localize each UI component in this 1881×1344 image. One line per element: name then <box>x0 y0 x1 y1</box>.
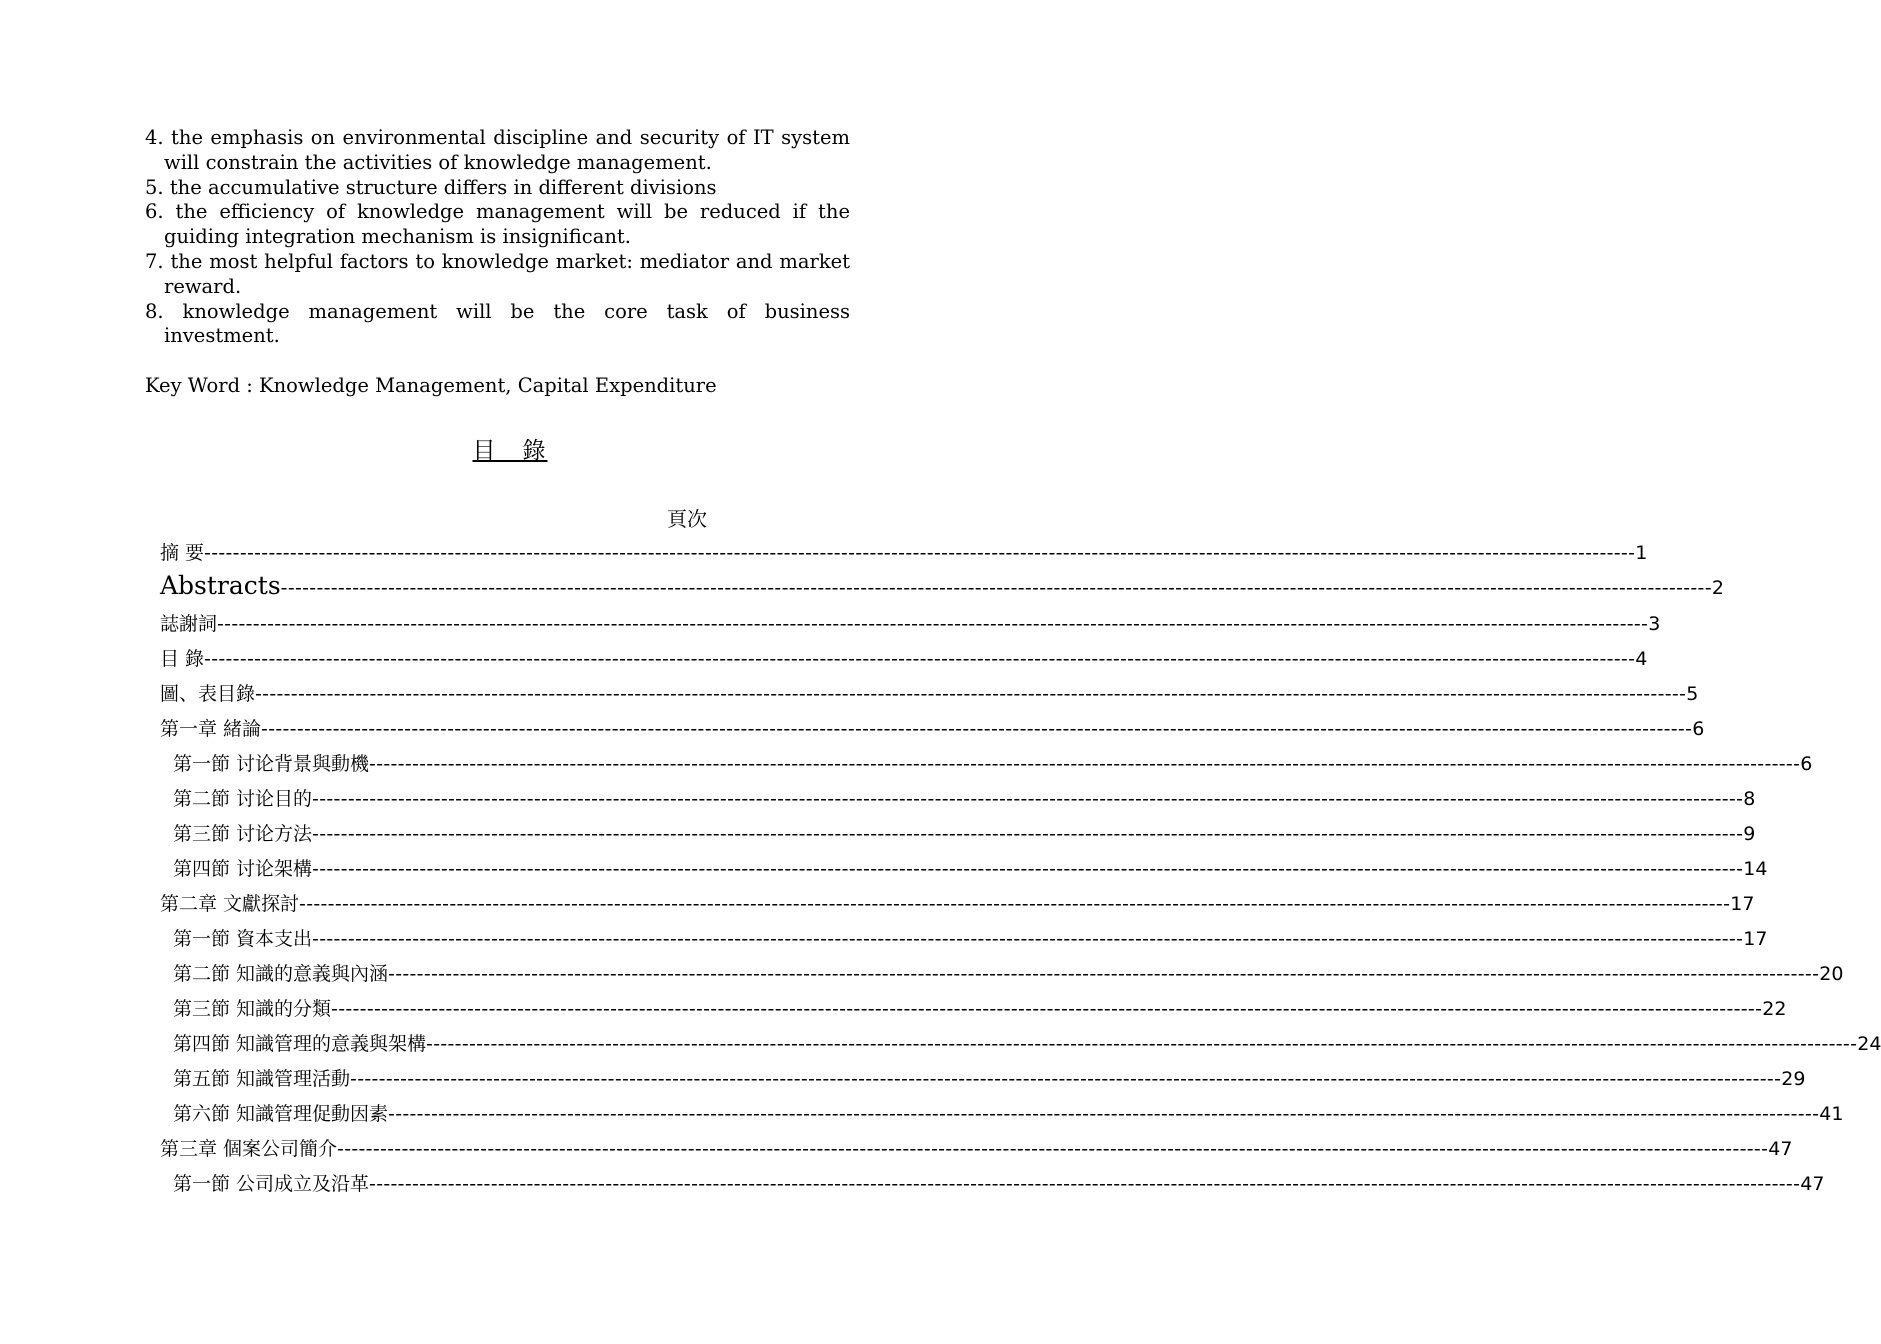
finding-text: the efficiency of knowledge management will be reduced if the guiding integration mechanism is insignificant. <box>164 200 850 249</box>
toc-leader: -------------------------------------------------------------------------------------------------------------------------------------------------------------------------------------------------------- <box>299 893 1731 915</box>
toc-entry-label: 第四節 讨论架構 <box>173 858 313 880</box>
toc-leader: -------------------------------------------------------------------------------------------------------------------------------------------------------------------------------------------------------- <box>312 823 1744 845</box>
toc-leader: -------------------------------------------------------------------------------------------------------------------------------------------------------------------------------------------------------- <box>204 648 1636 670</box>
toc-entry-label: 第四節 知識管理的意義與架構 <box>173 1033 427 1055</box>
finding-number: 6. <box>145 200 164 224</box>
toc-leader: -------------------------------------------------------------------------------------------------------------------------------------------------------------------------------------------------------- <box>217 613 1649 635</box>
toc-entry-label: 第一節 資本支出 <box>173 928 313 950</box>
toc-entry <box>160 1134 1793 1160</box>
toc-entry-page: 41 <box>1819 1103 1844 1125</box>
toc-entry-label: 第一章 緒論 <box>160 718 262 740</box>
toc-leader: -------------------------------------------------------------------------------------------------------------------------------------------------------------------------------------------------------- <box>337 1138 1769 1160</box>
finding-text: the most helpful factors to knowledge market: mediator and market reward. <box>164 249 851 298</box>
finding-number: 8. <box>145 299 164 323</box>
toc-entry <box>160 714 1705 740</box>
finding-text: the emphasis on environmental discipline and security of IT system will constrain the activities of knowledge management. <box>164 126 850 174</box>
toc-entry-label: 第六節 知識管理促動因素 <box>173 1103 389 1125</box>
toc-leader: -------------------------------------------------------------------------------------------------------------------------------------------------------------------------------------------------------- <box>426 1033 1858 1055</box>
toc-entry-label: 第二章 文獻探討 <box>160 893 300 915</box>
toc-entry-page: 1 <box>1635 542 1648 564</box>
toc-leader: -------------------------------------------------------------------------------------------------------------------------------------------------------------------------------------------------------- <box>312 858 1744 880</box>
finding-number: 5. <box>145 175 164 199</box>
toc-entry-page: 14 <box>1743 858 1768 880</box>
toc-entry-page: 17 <box>1730 893 1755 915</box>
toc-leader: -------------------------------------------------------------------------------------------------------------------------------------------------------------------------------------------------------- <box>255 683 1687 705</box>
toc-entry-page: 22 <box>1762 998 1787 1020</box>
finding-text: the accumulative structure differs in different divisions <box>169 175 717 199</box>
toc-entry <box>173 1099 1844 1125</box>
toc-leader: -------------------------------------------------------------------------------------------------------------------------------------------------------------------------------------------------------- <box>388 963 1820 985</box>
toc-leader: -------------------------------------------------------------------------------------------------------------------------------------------------------------------------------------------------------- <box>369 753 1801 775</box>
toc-entry-label: 第三節 讨论方法 <box>173 823 313 845</box>
toc-entry-label: 第一節 公司成立及沿革 <box>173 1173 370 1195</box>
finding-item <box>145 126 850 176</box>
toc-entry-page: 24 <box>1857 1033 1881 1055</box>
toc-entry-label: 第三章 個案公司簡介 <box>160 1138 338 1160</box>
finding-text: knowledge management will be the core task of business investment. <box>164 299 851 348</box>
toc-leader: -------------------------------------------------------------------------------------------------------------------------------------------------------------------------------------------------------- <box>350 1068 1782 1090</box>
toc-entry <box>173 749 1813 775</box>
toc-entry <box>173 854 1768 880</box>
toc-entry-label: 圖、表目錄 <box>160 683 256 705</box>
toc-leader: -------------------------------------------------------------------------------------------------------------------------------------------------------------------------------------------------------- <box>204 542 1636 564</box>
toc-entry-label: 第五節 知識管理活動 <box>173 1068 351 1090</box>
toc-entry <box>173 819 1756 845</box>
toc-leader: -------------------------------------------------------------------------------------------------------------------------------------------------------------------------------------------------------- <box>312 928 1744 950</box>
findings-list <box>145 126 850 349</box>
toc-entry <box>160 889 1755 915</box>
toc-entry-page: 3 <box>1648 613 1661 635</box>
finding-item <box>145 250 850 300</box>
toc-entry <box>173 1169 1825 1195</box>
finding-number: 7. <box>145 249 164 273</box>
toc-entry-label: 第二節 知識的意義與內涵 <box>173 963 389 985</box>
keyword-line: Key Word : Knowledge Management, Capital Expenditure <box>145 374 717 397</box>
page-column-label: 頁次 <box>667 507 707 531</box>
toc-entry <box>160 571 1724 600</box>
toc-entry-page: 5 <box>1686 683 1699 705</box>
toc-entry-page: 47 <box>1800 1173 1825 1195</box>
toc-entry <box>160 644 1648 670</box>
toc-entry-page: 47 <box>1768 1138 1793 1160</box>
toc-entry-label: 目 錄 <box>160 648 205 670</box>
toc-leader: -------------------------------------------------------------------------------------------------------------------------------------------------------------------------------------------------------- <box>388 1103 1820 1125</box>
toc-entry-page: 20 <box>1819 963 1844 985</box>
toc-entry-page: 8 <box>1743 788 1756 810</box>
toc-entry-page: 6 <box>1800 753 1813 775</box>
toc-entry-label: 第一節 讨论背景與動機 <box>173 753 370 775</box>
toc-title: 目 錄 <box>472 438 548 464</box>
toc-entry <box>173 1064 1806 1090</box>
toc-entry-label: 摘 要 <box>160 542 205 564</box>
finding-item <box>145 176 850 201</box>
toc-entry-page: 2 <box>1711 577 1724 599</box>
toc-leader: -------------------------------------------------------------------------------------------------------------------------------------------------------------------------------------------------------- <box>261 718 1693 740</box>
toc-entry-page: 9 <box>1743 823 1756 845</box>
toc-leader: -------------------------------------------------------------------------------------------------------------------------------------------------------------------------------------------------------- <box>369 1173 1801 1195</box>
finding-item <box>145 300 850 350</box>
toc-entry-page: 4 <box>1635 648 1648 670</box>
toc-entry-page: 29 <box>1781 1068 1806 1090</box>
toc-entry-page: 6 <box>1692 718 1705 740</box>
toc-entry-page: 17 <box>1743 928 1768 950</box>
finding-item <box>145 200 850 250</box>
toc-entry <box>173 959 1844 985</box>
toc-leader: -------------------------------------------------------------------------------------------------------------------------------------------------------------------------------------------------------- <box>331 998 1763 1020</box>
toc-entry <box>160 679 1699 705</box>
toc-entry-label: Abstracts <box>160 571 281 600</box>
toc-entry-label: 第二節 讨论目的 <box>173 788 313 810</box>
toc-entry <box>173 1029 1881 1055</box>
toc-entry <box>160 538 1648 564</box>
toc-entry <box>173 784 1756 810</box>
finding-number: 4. <box>145 126 164 149</box>
toc-leader: -------------------------------------------------------------------------------------------------------------------------------------------------------------------------------------------------------- <box>280 577 1712 599</box>
toc-entry <box>173 994 1787 1020</box>
toc-entry <box>160 609 1661 635</box>
toc-entry-label: 誌謝詞 <box>160 613 218 635</box>
toc-entry <box>173 924 1768 950</box>
toc-entry-label: 第三節 知識的分類 <box>173 998 332 1020</box>
toc-leader: -------------------------------------------------------------------------------------------------------------------------------------------------------------------------------------------------------- <box>312 788 1744 810</box>
